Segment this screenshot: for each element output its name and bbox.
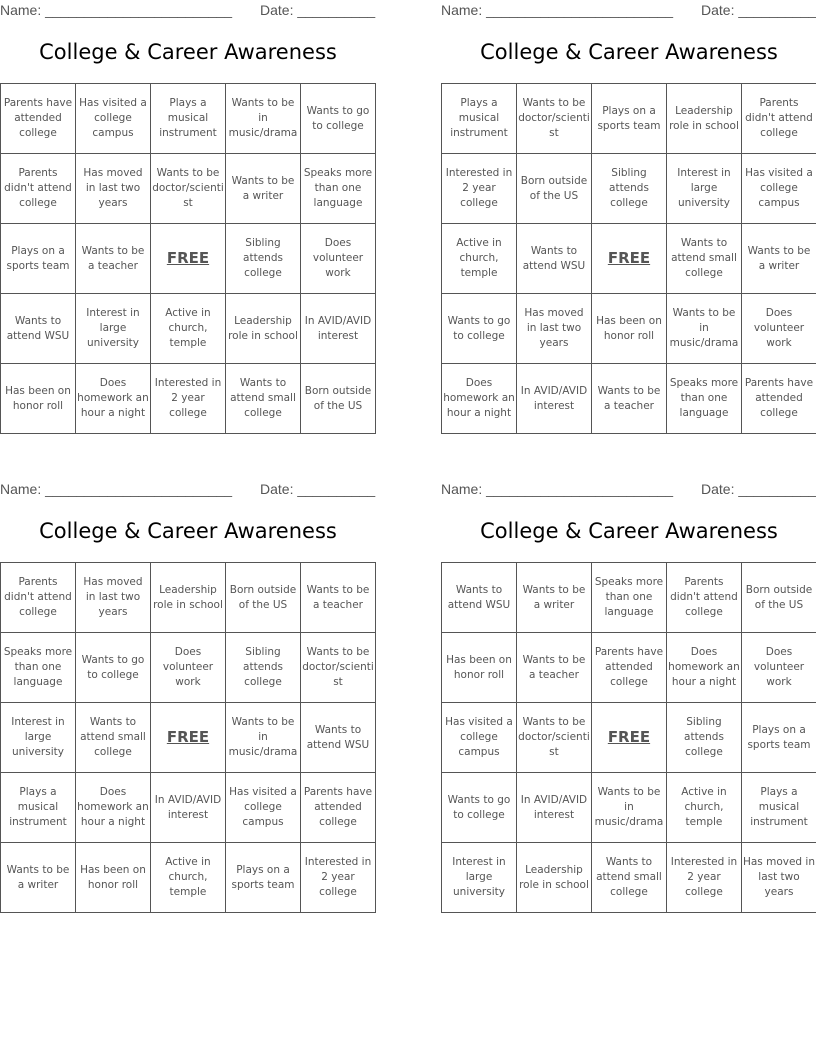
bingo-cell: In AVID/AVID interest <box>516 364 591 434</box>
bingo-cell: Wants to go to college <box>300 84 375 154</box>
bingo-cell: Parents didn't attend college <box>1 154 76 224</box>
grid-row <box>1 224 376 294</box>
bingo-cell: Speaks more than one language <box>300 154 375 224</box>
bingo-grid <box>441 83 816 434</box>
bingo-cell: Interest in large university <box>75 294 150 364</box>
bingo-cell: Wants to attend WSU <box>300 703 375 773</box>
bingo-cell: Wants to attend small college <box>226 364 301 434</box>
grid-row <box>1 843 376 913</box>
bingo-cell: Interested in 2 year college <box>442 154 517 224</box>
bingo-cell: Active in church, temple <box>442 224 517 294</box>
bingo-cell: Born outside of the US <box>516 154 591 224</box>
bingo-cell: Wants to be a writer <box>516 563 591 633</box>
bingo-cell: Does homework an hour a night <box>442 364 517 434</box>
bingo-cell: Interest in large university <box>667 154 742 224</box>
bingo-cell: Plays a musical instrument <box>442 84 517 154</box>
bingo-cell: Wants to go to college <box>442 294 517 364</box>
card-title: College & Career Awareness <box>39 519 337 543</box>
grid-row <box>442 563 816 633</box>
bingo-card-2 <box>441 0 816 434</box>
bingo-cell: Wants to be a teacher <box>300 563 375 633</box>
grid-row <box>442 364 816 434</box>
bingo-cell: Active in church, temple <box>150 294 225 364</box>
bingo-cell: Wants to be a writer <box>226 154 301 224</box>
bingo-cell: Has moved in last two years <box>741 843 816 913</box>
bingo-grid <box>441 562 816 913</box>
grid-row <box>1 294 376 364</box>
name-field: Name: ________________________ <box>441 481 673 497</box>
bingo-cell: Interest in large university <box>1 703 76 773</box>
grid-row <box>1 703 376 773</box>
bingo-cell: Born outside of the US <box>741 563 816 633</box>
bingo-grid <box>0 562 376 913</box>
free-space-cell: FREE <box>591 224 666 294</box>
grid-row <box>1 773 376 843</box>
bingo-cell: Active in church, temple <box>666 773 741 843</box>
bingo-cell: Wants to be a writer <box>741 224 816 294</box>
bingo-cell: Wants to go to college <box>442 773 517 843</box>
bingo-cell: Wants to attend WSU <box>442 563 517 633</box>
grid-row <box>1 154 376 224</box>
bingo-cell: Speaks more than one language <box>591 563 666 633</box>
bingo-cell: Wants to be in music/drama <box>667 294 742 364</box>
free-space-cell: FREE <box>150 224 225 294</box>
name-date-line <box>0 479 376 499</box>
bingo-cell: Wants to be a writer <box>1 843 76 913</box>
bingo-cell: Has been on honor roll <box>75 843 150 913</box>
name-date-line <box>441 0 816 20</box>
bingo-cell: Leadership role in school <box>516 843 591 913</box>
bingo-cell: Plays a musical instrument <box>741 773 816 843</box>
bingo-cell: Parents have attended college <box>741 364 816 434</box>
bingo-cell: Parents have attended college <box>1 84 76 154</box>
bingo-cell: Has been on honor roll <box>1 364 76 434</box>
bingo-cell: Parents didn't attend college <box>1 563 76 633</box>
bingo-cell: Plays a musical instrument <box>150 84 225 154</box>
bingo-cell: Has visited a college campus <box>442 703 517 773</box>
bingo-cell: Does volunteer work <box>741 633 816 703</box>
date-field: Date: __________ <box>701 2 816 18</box>
bingo-cell: Wants to attend small college <box>591 843 666 913</box>
grid-row <box>1 563 376 633</box>
bingo-cell: Does volunteer work <box>300 224 375 294</box>
bingo-cell: Leadership role in school <box>150 563 225 633</box>
bingo-cell: Speaks more than one language <box>667 364 742 434</box>
bingo-cell: Parents didn't attend college <box>741 84 816 154</box>
bingo-cell: Wants to be a teacher <box>516 633 591 703</box>
bingo-cell: Interested in 2 year college <box>150 364 225 434</box>
bingo-cell: Wants to be doctor/scientist <box>516 703 591 773</box>
bingo-cell: Leadership role in school <box>226 294 301 364</box>
name-field: Name: ________________________ <box>0 2 232 18</box>
grid-row <box>1 84 376 154</box>
name-field: Name: ________________________ <box>441 2 673 18</box>
bingo-cell: Plays a musical instrument <box>1 773 76 843</box>
bingo-cell: Has been on honor roll <box>442 633 517 703</box>
bingo-cell: In AVID/AVID interest <box>300 294 375 364</box>
bingo-cell: Sibling attends college <box>666 703 741 773</box>
grid-row <box>442 703 816 773</box>
card-title: College & Career Awareness <box>39 40 337 64</box>
card-title: College & Career Awareness <box>480 40 778 64</box>
bingo-cell: Has been on honor roll <box>591 294 666 364</box>
bingo-card-1 <box>0 0 376 434</box>
date-field: Date: __________ <box>701 481 816 497</box>
bingo-cell: Born outside of the US <box>300 364 375 434</box>
bingo-cell: Wants to be in music/drama <box>226 84 301 154</box>
bingo-cell: Wants to be a teacher <box>591 364 666 434</box>
bingo-cell: Has visited a college campus <box>741 154 816 224</box>
bingo-cell: Interested in 2 year college <box>300 843 375 913</box>
bingo-cell: Does homework an hour a night <box>75 364 150 434</box>
bingo-cell: Parents have attended college <box>300 773 375 843</box>
free-space-cell: FREE <box>150 703 225 773</box>
grid-row <box>442 773 816 843</box>
bingo-cell: Has moved in last two years <box>75 563 150 633</box>
bingo-cell: Sibling attends college <box>226 224 301 294</box>
bingo-grid <box>0 83 376 434</box>
bingo-cell: Leadership role in school <box>667 84 742 154</box>
bingo-cell: Interest in large university <box>442 843 517 913</box>
bingo-cell: Does homework an hour a night <box>75 773 150 843</box>
free-space-cell: FREE <box>591 703 666 773</box>
bingo-cell: Parents have attended college <box>591 633 666 703</box>
bingo-cell: Wants to attend small college <box>667 224 742 294</box>
bingo-cell: Active in church, temple <box>150 843 225 913</box>
bingo-cell: Wants to be in music/drama <box>226 703 301 773</box>
bingo-cell: Plays on a sports team <box>741 703 816 773</box>
name-date-line <box>441 479 816 499</box>
bingo-cell: Plays on a sports team <box>226 843 301 913</box>
bingo-cell: Has moved in last two years <box>516 294 591 364</box>
bingo-cell: Has visited a college campus <box>226 773 301 843</box>
grid-row <box>1 364 376 434</box>
bingo-cell: Sibling attends college <box>591 154 666 224</box>
bingo-cell: Has visited a college campus <box>75 84 150 154</box>
bingo-cell: Born outside of the US <box>226 563 301 633</box>
bingo-cell: Wants to be doctor/scientist <box>150 154 225 224</box>
grid-row <box>1 633 376 703</box>
grid-row <box>442 154 816 224</box>
grid-row <box>442 843 816 913</box>
bingo-cell: Wants to be doctor/scientist <box>300 633 375 703</box>
grid-row <box>442 84 816 154</box>
bingo-cell: Wants to go to college <box>75 633 150 703</box>
name-date-line <box>0 0 376 20</box>
bingo-cell: In AVID/AVID interest <box>516 773 591 843</box>
bingo-cell: Wants to be doctor/scientist <box>516 84 591 154</box>
name-field: Name: ________________________ <box>0 481 232 497</box>
bingo-cell: Wants to attend small college <box>75 703 150 773</box>
bingo-cell: In AVID/AVID interest <box>150 773 225 843</box>
bingo-cell: Does volunteer work <box>741 294 816 364</box>
bingo-cell: Wants to be in music/drama <box>591 773 666 843</box>
bingo-cell: Wants to attend WSU <box>1 294 76 364</box>
date-field: Date: __________ <box>260 481 376 497</box>
bingo-cell: Plays on a sports team <box>591 84 666 154</box>
grid-row <box>442 294 816 364</box>
bingo-cell: Interested in 2 year college <box>666 843 741 913</box>
bingo-cell: Speaks more than one language <box>1 633 76 703</box>
bingo-cell: Does volunteer work <box>150 633 225 703</box>
bingo-card-4 <box>441 479 816 913</box>
date-field: Date: __________ <box>260 2 376 18</box>
bingo-card-3 <box>0 479 376 913</box>
bingo-cell: Has moved in last two years <box>75 154 150 224</box>
bingo-cell: Parents didn't attend college <box>666 563 741 633</box>
bingo-cell: Wants to be a teacher <box>75 224 150 294</box>
bingo-cell: Sibling attends college <box>226 633 301 703</box>
bingo-cell: Wants to attend WSU <box>516 224 591 294</box>
grid-row <box>442 633 816 703</box>
bingo-cell: Plays on a sports team <box>1 224 76 294</box>
bingo-cell: Does homework an hour a night <box>666 633 741 703</box>
card-title: College & Career Awareness <box>480 519 778 543</box>
grid-row <box>442 224 816 294</box>
